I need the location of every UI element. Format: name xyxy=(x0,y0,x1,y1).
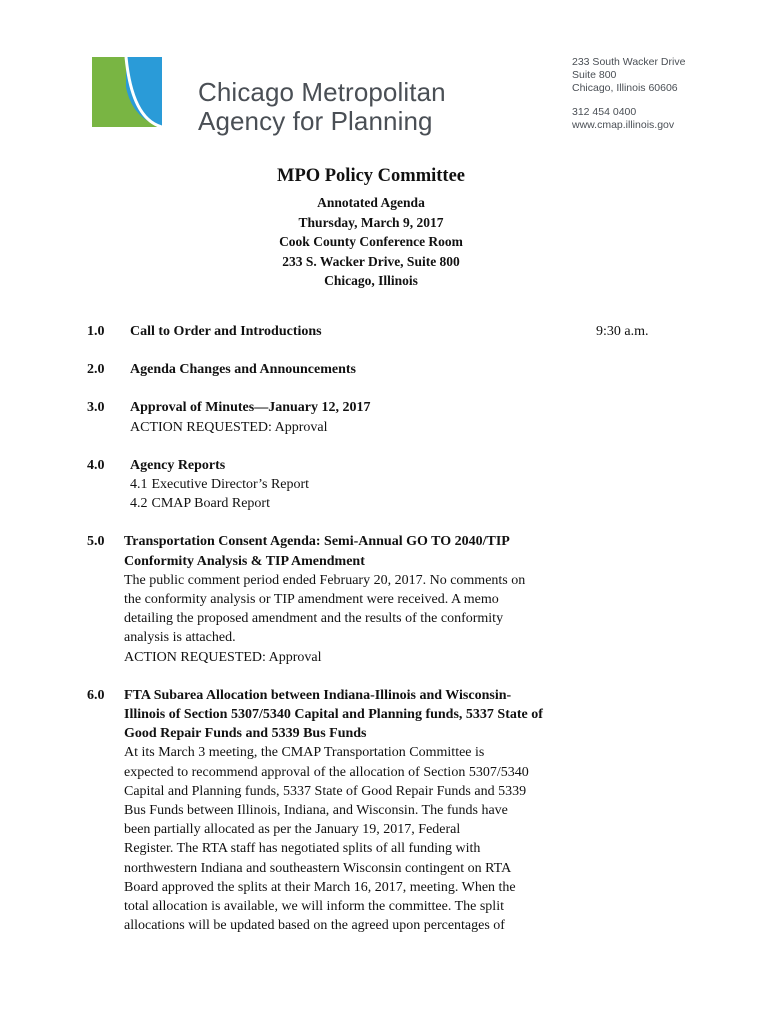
agenda-items xyxy=(87,322,647,954)
action-requested: ACTION REQUESTED: Approval xyxy=(124,649,322,665)
agenda-item: 4.0 Agency Reports 4.1 Executive Director’s Report 4.2 CMAP Board Report xyxy=(87,456,647,514)
sub-item: 4.2 CMAP Board Report xyxy=(130,496,270,512)
page-title: MPO Policy Committee xyxy=(276,166,465,186)
agency-address: 233 South Wacker Drive Suite 800 Chicago, Illinois 60606 312 454 0400 www.cmap.illinois.gov xyxy=(572,56,686,131)
phone: 312 454 0400 xyxy=(572,105,637,118)
agenda-item: 2.0 Agenda Changes and Announcements xyxy=(87,362,356,378)
agenda-item: 6.0 FTA Subarea Allocation between Indiana-Illinois and Wisconsin- Illinois of Section 5307/5340 Capital and Planning funds, 5337 State of Good Repair Funds and 5339 Bus Funds At its March 3 meeting, the CMAP Transportation Committee is expected to recommend approval of the allocation of Section 5307/5340 Capital and Planning funds, 5337 State of Good Repair Funds and 5339 Bus Funds between Illinois, Indiana, and Wisconsin. The funds have been partially allocated as per the January 19, 2017, Federal Register. The RTA staff has negotiated splits of all funding with northwestern Indiana and southeastern Wisconsin contingent on RTA Board approved the splits at their March 16, 2017, meeting. When the total allocation is available, we will inform the committee. The split allocations will be updated based on the agreed upon percentages of xyxy=(87,687,543,934)
agenda-item: 1.0 Call to Order and Introductions xyxy=(87,324,322,339)
sub-item: 4.1 Executive Director’s Report xyxy=(130,477,310,493)
website-link[interactable]: www.cmap.illinois.gov xyxy=(572,118,675,131)
action-requested: ACTION REQUESTED: Approval xyxy=(130,419,328,435)
agency-name: Chicago Metropolitan Agency for Planning xyxy=(198,77,446,136)
agenda-item: 3.0 Approval of Minutes—January 12, 2017 ACTION REQUESTED: Approval xyxy=(87,398,647,436)
agenda-heading: MPO Policy Committee Annotated Agenda Thursday, March 9, 2017 Cook County Conference Room 233 S. Wacker Drive, Suite 800 Chicago, Illinois xyxy=(0,164,742,291)
cmap-logo-icon xyxy=(92,57,162,127)
agenda-item: 5.0 Transportation Consent Agenda: Semi-Annual GO TO 2040/TIP Conformity Analysis & TIP Amendment The public comment period ended February 20, 2017. No comments on the conformity analysis or TIP amendment were received. A memo detailing the proposed amendment and the results of the conformity analysis is attached. ACTION REQUESTED: Approval xyxy=(87,532,647,666)
item-time: 9:30 a.m. xyxy=(596,324,649,339)
